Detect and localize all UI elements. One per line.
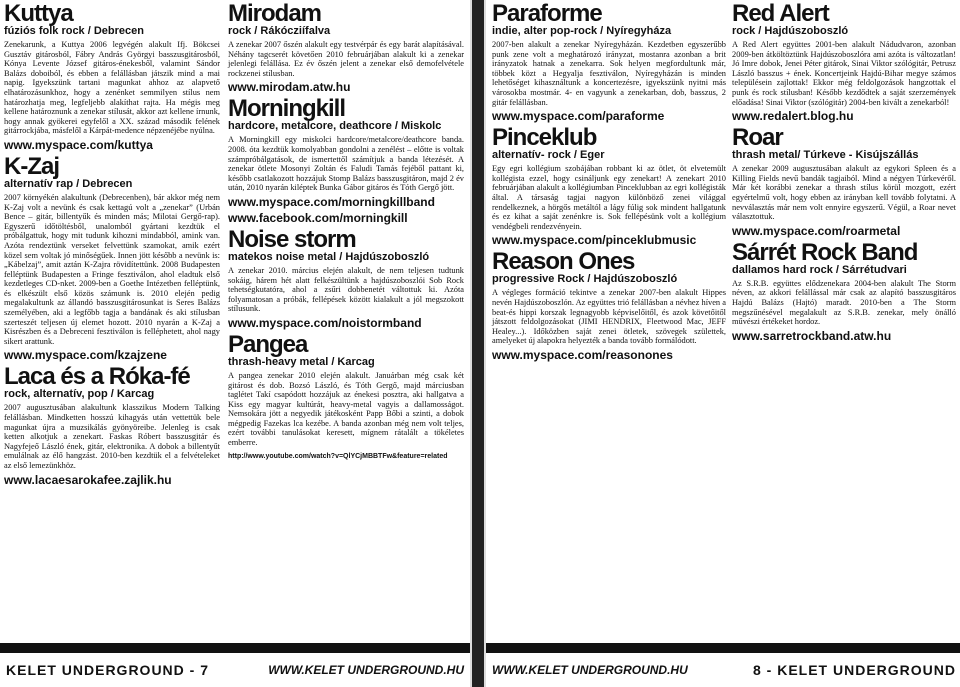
band-description: A Red Alert együttes 2001-ben alakult Nádudvaron, azonban 2009-ben átköltöztünk Hajdúszoboszlóra ami azóta is változatlan! Jó Imre dobok, Jenei Péter gitárok, Sinai Viktor szólógitár, Petrusz László basszus + ének. Koncertjeink Hajdú-Bihar megye számos településein zajlottak! Ekkor még feldolgozások hangzottak el punk és rock stílusban! Később kezdődtek a saját szerzemények előadása! Sinai Viktor (szólógitár) 2004-ben kivált a zenekarból! [732,40,956,107]
band-name: Pangea [228,330,308,358]
footer-url[interactable]: WWW.KELET UNDERGROUND.HU [268,663,464,677]
right-footer [486,651,960,687]
band-name: Noise storm [228,225,356,253]
footer-rule [486,643,960,651]
band-genre: indie, alter pop-rock / Nyíregyháza [492,25,672,37]
band-genre: fúziós folk rock / Debrecen [4,25,144,37]
band-link[interactable]: www.myspace.com/roarmetal [732,223,901,238]
band-entry-laca [4,365,220,486]
band-entry-sarret-rock-band [732,238,956,343]
band-link[interactable]: http://www.youtube.com/watch?v=QlYCjMBBTFw&feature=related [228,452,448,460]
band-link[interactable]: www.myspace.com/kuttya [4,137,153,152]
band-entry-pinceklub [492,126,726,247]
band-genre: rock / Hajdúszoboszló [732,25,849,37]
band-genre: progressive Rock / Hajdúszoboszló [492,273,678,286]
band-entry-mirodam [228,2,464,94]
band-name: Paraforme [492,0,602,27]
band-genre: rock, alternatív, pop / Karcag [4,388,155,401]
band-description: 2007 környékén alakultunk (Debrecenben), bár akkor még nem K-Zaj volt a nevünk és csak kettagú volt a „zenekar” (Urbán Bence – gitár, billentyűk és minden más; Milotai Gergő-rap). Egyszerű időtöltésből, unalomból gyártani kezdtük el próbálgattuk, hogy mit tudunk kihozni mindabból, amink van. Azóta rendeztünk verseket felvettünk szamokat, amik ezért közel sem voltak jó minőségűek. Innen jött később a nevünk is: „Kábelzaj”, amit aztán K-Zajra rövidítettünk. 2008 Budapesten felléptünk Budapesten a Fringe fesztiválon, ahol eladtuk első kezdetleges CD-nket. 2009-ben a Goethe Intézetben felléptünk, és elkészült első közös számunk is. 2010 elején pedig megalakultunk az állandó basszusgitárosunkat is Seres Balázs személyében, aki a legfőbb tagja a bandának és aki stílusban szerteszét teljesen új elemet hozott. 2010 nyarán a K-Zaj a Kisrészben és a Debreceni fesztiválon is felléphetett, ahol nagy sikert arattunk. [4,192,220,346]
band-description: A pangea zenekar 2010 elején alakult. Januárban még csak két gitárost és dob. Bozsó László, és Tóth Gergő, majd márciusban taglétet Takí csapódott hozzájuk az énekesi posztra, aki hallgatva a Kiss egy magyar kultúrát, heavy-metal vagyis a dallamosságot. Nemsokára jött a negyedik játékosként Papp Bőbi a szinti, a dobok mégpedig Fazekas lca kezébe. A banda azonban még nem volt teljes, ezért további tanulásokat keresett, mígnem rátalált a tökéletes emberre. [228,370,464,448]
band-entry-noise-storm [228,225,464,330]
band-name: Morningkill [228,95,345,123]
band-entry-roar [732,126,956,238]
band-link[interactable]: www.myspace.com/kzajzene [4,348,167,363]
band-name: Red Alert [732,0,829,27]
band-name: Reason Ones [492,248,635,276]
page-label: 8 - KELET UNDERGROUND [752,662,956,678]
band-link[interactable]: www.myspace.com/reasonones [492,347,673,362]
band-name: Kuttya [4,0,73,27]
footer-url[interactable]: WWW.KELET UNDERGROUND.HU [492,663,688,677]
band-link[interactable]: www.myspace.com/paraforme [492,109,665,124]
band-entry-red-alert [732,2,956,123]
band-genre: alternatív rap / Debrecen [4,177,133,190]
band-description: A zenekar 2009 augusztusában alakult az egykori Spleen és a Killing Fields nevű bandák tagjaiból. Mind a négyen Túrkevéről. Már két korábbi zenekar a thrash stílus körül mozgott, ezért egyértelmű volt, hogy ebben az irányban kell tovább folytatni. A nevválasztás már nem volt ennyire egyszerű. Végül, a Roar nevet választottuk. [732,164,956,222]
band-description: A zenekar 2010. március elején alakult, de nem teljesen tudtunk sokáig, hárem hét alatt felkészültünk a hajdúszoboszlói Sob Rock tehetségkutatóra, ahol a zsűri dobbenetét váltottuk ki. Azóta folyamatosan a próbák, fellépések között kialakult a jól megszokott stílusunk. [228,265,464,314]
band-link[interactable]: www.myspace.com/morningkillband [228,194,435,209]
page-binding-gutter [470,0,484,687]
band-name: Pinceklub [492,124,597,152]
left-column-1 [4,0,220,490]
band-link[interactable]: www.redalert.blog.hu [732,109,854,124]
band-genre: rock / Rákócziífalva [228,25,331,37]
right-page [484,0,960,687]
band-description: A zenekar 2007 őszén alakult egy testvérpár és egy barát alapításával. Néhány tagcserét követően 2010 februárjában alakult ki a zenekar jelenlegi felállása. Ez év őszén jelent a zenekar első demofelvétele rockzenei stílusban. [228,40,464,78]
footer-rule [0,643,470,651]
band-name: Sárrét Rock Band [732,238,918,266]
page-label: KELET UNDERGROUND - 7 [6,662,210,678]
band-name: Mirodam [228,0,322,27]
band-link[interactable]: www.sarretrockband.atw.hu [732,328,892,343]
band-genre: alternatív- rock / Eger [492,149,605,162]
band-entry-kzaj [4,152,220,363]
band-genre: matekos noise metal / Hajdúszoboszló [228,250,430,263]
band-entry-reason-ones [492,250,726,362]
band-entry-morningkill [228,97,464,225]
band-name: K-Zaj [4,152,59,180]
band-entry-paraforme [492,2,726,123]
band-link[interactable]: www.lacaesarokafee.zajlik.hu [4,472,172,487]
band-description: A Morningkill egy miskolci hardcore/metalcore/deathcore banda. 2008. óta kezdtük komolyabban gondolni a zenélést – előtte is voltak számpróbálgatások, de ismertettől számítjuk a banda létezését. A zenekar ötlete Mosonyi Zoltán és Faludi Tamás fejéből pattant ki, később csatlakozott hozzájuk Stomp Balázs basszusgitáron, majd 2 év után, 2010 nyarán kiléptek Bunka Gábor gitáros és Tóth Gergő jött. [228,135,464,193]
band-genre: dallamos hard rock / Sárrétudvari [732,263,907,276]
band-description: 2007-ben alakult a zenekar Nyíregyházán. Kezdetben egyszerűbb punk zene volt a meghatározó irányzat, mostanra azonban a brit irányzatok hatnak a zenekarra. Sok helyen megfordultunk már, többek közt a Hegyalja fesztiválon, Nyíregyházán is minden lehetőséget kihasználtunk a koncertezésre, igyekszünk nyitni más városokba mostmár. 4- en vagyunk a zenekarban, dob, basszus, 2 gitár felállásban. [492,40,726,107]
right-column-2 [732,0,956,346]
band-description: Az S.R.B. együttes elődzenekara 2004-ben alakult The Storm néven, az akkori felállással már csak az alapító basszusgitáros Hajdú Balázs (Hajtó) maradt. 2010-ben a The Storm megszűnésével megalakult az S.R.B. zenekar, mely önálló művészi értékeket hordoz. [732,278,956,327]
band-link[interactable]: www.myspace.com/pinceklubmusic [492,233,697,248]
band-genre: thrash-heavy metal / Karcag [228,355,375,368]
band-name: Roar [732,124,783,152]
band-entry-kuttya [4,2,220,152]
left-column-2 [228,0,464,467]
band-description: Egy egri kollégium szobájában robbant ki az ötlet, öt elvetemült kollégista ezzel, hogy csináljunk egy zenekart! A zenekart 2010 februárjában alakult a kollégiumban Pinceklubban az egri kollégisták által. A társaság tagjai nagyon különböző zenei világgal rendelkeznek, a hörgős metáltól a lágy fúlig sok mindent hallgatunk és ez kihat a saját zenénkre is. Sok fellépésünk volt a kollégium vendégbeli rendezvényein. [492,164,726,231]
left-page [0,0,472,687]
band-genre: hardcore, metalcore, deathcore / Miskolc [228,120,442,133]
band-entry-pangea [228,330,464,464]
band-link[interactable]: www.myspace.com/noistormband [228,315,422,330]
band-description: Zenekarunk, a Kuttya 2006 legvégén alakult Ifj. Bökcsei Gusztáv gitárosból, Fábry András Györgyi basszusgitárosból, Kónya Levente József gitáros-énekesből, valamint Sándor Balázs doboiból, és ebben a felállásban játszik mind a mai napig. Igyekszünk tartani magunkat ahhoz az alapvető elhatározásunkhoz, hogy a zenénket semmilyen stílus nem határozhatja meg, legfeljebb alakíthat rajta. Ha mégis meg kellene határoznunk a zenekar stílusát, akkor azt kellene írnunk, hogy annak gyökerei egyfelől a XX. század második felének gitárrockjába, másfelől a Kárpát-medence népzenéjébe nyúlna. [4,40,220,136]
band-link-facebook[interactable]: www.facebook.com/morningkill [228,210,408,225]
band-description: 2007 augusztusában alakultunk klasszikus Modern Talking felállásban. Mindketten hosszú kihagyás után vettettük bele magunkat újra a muzsikálás gyönyöreibe. Jelenleg is csak ketten alkotjuk a zenekart. Faskas Róbert basszusgitár és Nagyfejeő László ének, gitár, elektronika. A dobok a billentyűt emulálnak az élő hangzást. 2010-ben kezdtük el a felvételeket az első lemezünkhöz. [4,403,220,470]
band-description: A végleges formáció tekintve a zenekar 2007-ben alakult Hippes nevén Hajdúszoboszlón. Az együttes trió felállásban a névhez híven a beat-és hippi korszak legnagyobb képviselőitől, és azok követőitől játszott feldolgozásokat (JIMI HENDRIX, Fleetwood Mac, JEFF Healey...). Időközben saját zenei ötletek, szövegek születtek, amelyeket új alapokra helyezték a banda tovább formálódott. [492,288,726,346]
band-genre: thrash metal/ Túrkeve - Kisújszállás [732,149,919,162]
band-name: Laca és a Róka-fé [4,363,190,391]
left-footer [0,651,470,687]
band-link[interactable]: www.mirodam.atw.hu [228,80,351,95]
right-column-1 [492,0,726,365]
